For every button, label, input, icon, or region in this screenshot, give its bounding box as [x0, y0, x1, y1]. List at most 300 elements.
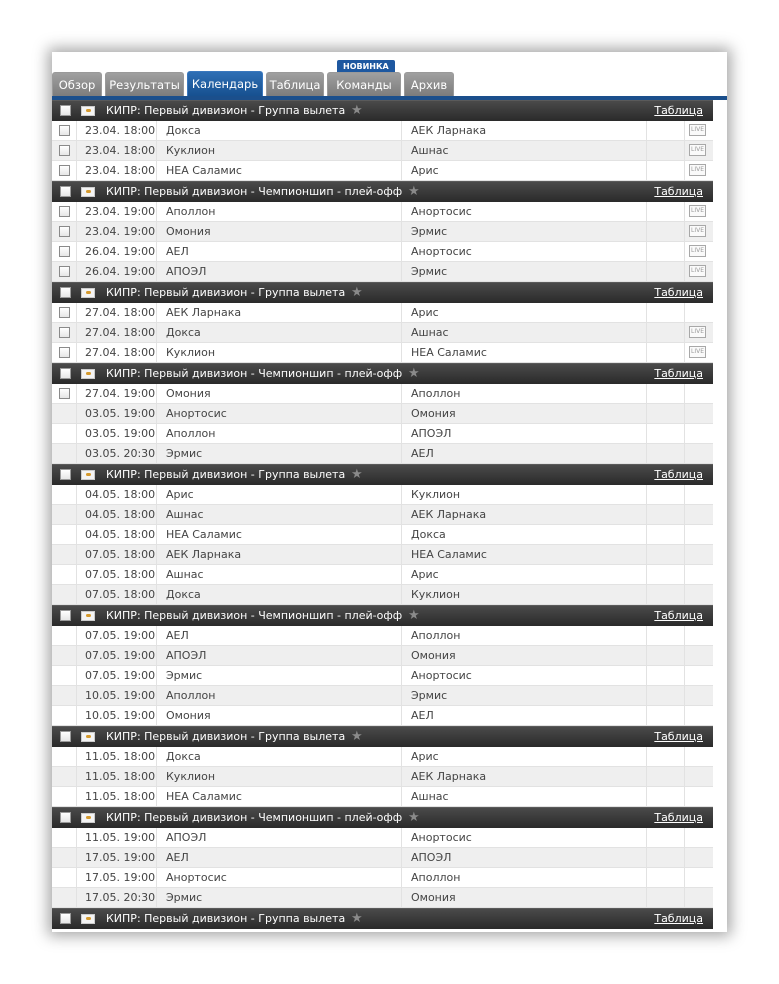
match-time: 07.05. 18:00 — [77, 585, 157, 604]
match-select-cell — [52, 505, 77, 524]
home-team[interactable]: АЕК Ларнака — [157, 303, 402, 322]
home-team[interactable]: Аполлон — [157, 202, 402, 221]
match-time: 07.05. 19:00 — [77, 646, 157, 665]
home-team[interactable]: Анортосис — [157, 868, 402, 887]
match-time: 03.05. 20:30 — [77, 444, 157, 463]
home-team[interactable]: Омония — [157, 384, 402, 403]
league-title[interactable]: КИПР: Первый дивизион - Группа вылета — [106, 730, 346, 743]
score-cell — [647, 424, 685, 443]
score-cell — [647, 868, 685, 887]
match-time: 27.04. 19:00 — [77, 384, 157, 403]
cyprus-flag-icon — [81, 611, 95, 621]
match-select-cell — [52, 888, 77, 907]
match-row[interactable] — [52, 303, 713, 323]
cyprus-flag-icon — [81, 187, 95, 197]
match-row[interactable] — [52, 404, 713, 424]
new-badge: НОВИНКА — [337, 60, 395, 73]
live-cell — [685, 767, 713, 786]
home-team[interactable]: Эрмис — [157, 444, 402, 463]
away-team[interactable]: Куклион — [402, 585, 647, 604]
home-team[interactable]: Докса — [157, 121, 402, 140]
match-time: 11.05. 18:00 — [77, 767, 157, 786]
live-cell[interactable] — [685, 141, 713, 160]
score-cell — [647, 646, 685, 665]
away-team[interactable]: АЕК Ларнака — [402, 505, 647, 524]
score-cell — [647, 242, 685, 261]
match-select-cell — [52, 666, 77, 685]
away-team[interactable]: Эрмис — [402, 262, 647, 281]
match-time: 07.05. 18:00 — [77, 545, 157, 564]
home-team[interactable]: Ашнас — [157, 565, 402, 584]
league-checkbox[interactable] — [60, 812, 71, 823]
match-time: 23.04. 18:00 — [77, 161, 157, 180]
away-team[interactable]: Ашнас — [402, 323, 647, 342]
live-cell[interactable] — [685, 121, 713, 140]
away-team[interactable]: Анортосис — [402, 242, 647, 261]
score-cell — [647, 485, 685, 504]
match-time: 23.04. 19:00 — [77, 222, 157, 241]
home-team[interactable]: Куклион — [157, 343, 402, 362]
live-cell — [685, 646, 713, 665]
match-select-cell — [52, 626, 77, 645]
star-icon[interactable]: ★ — [351, 285, 363, 300]
match-select-cell — [52, 404, 77, 423]
live-cell — [685, 303, 713, 322]
live-cell[interactable] — [685, 262, 713, 281]
live-cell — [685, 666, 713, 685]
match-row[interactable] — [52, 787, 713, 807]
match-row[interactable] — [52, 444, 713, 464]
match-row[interactable] — [52, 242, 713, 262]
match-select-cell — [52, 646, 77, 665]
live-cell — [685, 444, 713, 463]
score-cell — [647, 505, 685, 524]
match-time: 23.04. 18:00 — [77, 121, 157, 140]
league-title[interactable]: КИПР: Первый дивизион - Чемпионшип - плей-офф — [106, 811, 403, 824]
home-team[interactable]: Ашнас — [157, 505, 402, 524]
score-cell — [647, 323, 685, 342]
live-cell — [685, 384, 713, 403]
score-cell — [647, 888, 685, 907]
match-row[interactable] — [52, 424, 713, 444]
match-select-cell[interactable] — [52, 161, 77, 180]
league-title[interactable]: КИПР: Первый дивизион - Группа вылета — [106, 286, 346, 299]
score-cell — [647, 303, 685, 322]
live-cell[interactable] — [685, 242, 713, 261]
star-icon[interactable]: ★ — [408, 810, 420, 825]
match-checkbox[interactable] — [59, 388, 70, 399]
away-team[interactable]: Омония — [402, 888, 647, 907]
score-cell — [647, 767, 685, 786]
home-team[interactable]: АЕЛ — [157, 626, 402, 645]
away-team[interactable]: Аполлон — [402, 626, 647, 645]
home-team[interactable]: НЕА Саламис — [157, 161, 402, 180]
match-checkbox[interactable] — [59, 327, 70, 338]
tab-teams[interactable]: Команды — [327, 72, 401, 96]
home-team[interactable]: Омония — [157, 222, 402, 241]
match-checkbox[interactable] — [59, 165, 70, 176]
match-row[interactable] — [52, 262, 713, 282]
match-row[interactable] — [52, 868, 713, 888]
match-row[interactable] — [52, 384, 713, 404]
tab-results[interactable]: Результаты — [105, 72, 184, 96]
match-select-cell[interactable] — [52, 222, 77, 241]
live-cell — [685, 565, 713, 584]
score-cell — [647, 121, 685, 140]
live-cell — [685, 848, 713, 867]
league-header — [52, 908, 713, 929]
match-row[interactable] — [52, 565, 713, 585]
match-select-cell — [52, 767, 77, 786]
league-title[interactable]: КИПР: Первый дивизион - Группа вылета — [106, 912, 346, 925]
tab-table[interactable]: Таблица — [266, 72, 324, 96]
away-team[interactable]: НЕА Саламис — [402, 545, 647, 564]
standings-link[interactable]: Таблица — [654, 811, 703, 824]
league-checkbox[interactable] — [60, 469, 71, 480]
match-select-cell — [52, 585, 77, 604]
away-team[interactable]: Аполлон — [402, 868, 647, 887]
score-cell — [647, 848, 685, 867]
match-time: 26.04. 19:00 — [77, 242, 157, 261]
standings-link[interactable]: Таблица — [654, 912, 703, 925]
match-select-cell[interactable] — [52, 242, 77, 261]
star-icon[interactable]: ★ — [408, 608, 420, 623]
score-cell — [647, 141, 685, 160]
home-team[interactable]: АПОЭЛ — [157, 646, 402, 665]
standings-link[interactable]: Таблица — [654, 468, 703, 481]
standings-link[interactable]: Таблица — [654, 730, 703, 743]
home-team[interactable]: АЕК Ларнака — [157, 545, 402, 564]
match-row[interactable] — [52, 686, 713, 706]
league-title[interactable]: КИПР: Первый дивизион - Группа вылета — [106, 104, 346, 117]
score-cell — [647, 565, 685, 584]
standings-link[interactable]: Таблица — [654, 104, 703, 117]
star-icon[interactable]: ★ — [408, 184, 420, 199]
league-checkbox[interactable] — [60, 731, 71, 742]
live-cell — [685, 868, 713, 887]
league-checkbox[interactable] — [60, 913, 71, 924]
away-team[interactable]: Анортосис — [402, 828, 647, 847]
live-cell — [685, 585, 713, 604]
match-time: 27.04. 18:00 — [77, 303, 157, 322]
match-row[interactable] — [52, 161, 713, 181]
match-select-cell — [52, 686, 77, 705]
match-checkbox[interactable] — [59, 266, 70, 277]
match-row[interactable] — [52, 202, 713, 222]
score-cell — [647, 545, 685, 564]
match-time: 11.05. 18:00 — [77, 787, 157, 806]
score-cell — [647, 525, 685, 544]
match-select-cell — [52, 545, 77, 564]
match-checkbox[interactable] — [59, 206, 70, 217]
match-time: 10.05. 19:00 — [77, 686, 157, 705]
match-row[interactable] — [52, 585, 713, 605]
live-icon[interactable]: LIVE — [689, 225, 706, 237]
score-cell — [647, 626, 685, 645]
league-header — [52, 605, 713, 626]
home-team[interactable]: Куклион — [157, 141, 402, 160]
away-team[interactable]: Докса — [402, 525, 647, 544]
match-time: 04.05. 18:00 — [77, 505, 157, 524]
match-row[interactable] — [52, 141, 713, 161]
away-team[interactable]: Арис — [402, 747, 647, 766]
match-checkbox[interactable] — [59, 347, 70, 358]
match-time: 11.05. 19:00 — [77, 828, 157, 847]
match-select-cell[interactable] — [52, 262, 77, 281]
score-cell — [647, 666, 685, 685]
match-time: 17.05. 19:00 — [77, 868, 157, 887]
match-select-cell — [52, 485, 77, 504]
match-row[interactable] — [52, 323, 713, 343]
match-time: 23.04. 18:00 — [77, 141, 157, 160]
cyprus-flag-icon — [81, 732, 95, 742]
match-row[interactable] — [52, 121, 713, 141]
tab-calendar[interactable]: Календарь — [187, 71, 263, 97]
score-cell — [647, 686, 685, 705]
score-cell — [647, 161, 685, 180]
live-icon[interactable]: LIVE — [689, 245, 706, 257]
score-cell — [647, 706, 685, 725]
match-select-cell[interactable] — [52, 202, 77, 221]
match-row[interactable] — [52, 747, 713, 767]
live-cell[interactable] — [685, 161, 713, 180]
away-team[interactable]: Куклион — [402, 485, 647, 504]
match-time: 17.05. 19:00 — [77, 848, 157, 867]
match-checkbox[interactable] — [59, 226, 70, 237]
match-time: 03.05. 19:00 — [77, 404, 157, 423]
match-select-cell[interactable] — [52, 323, 77, 342]
match-row[interactable] — [52, 646, 713, 666]
match-row[interactable] — [52, 848, 713, 868]
away-team[interactable]: АЕЛ — [402, 444, 647, 463]
tab-overview[interactable]: Обзор — [52, 72, 102, 96]
match-select-cell — [52, 787, 77, 806]
league-header — [52, 726, 713, 747]
home-team[interactable]: Докса — [157, 323, 402, 342]
live-icon[interactable]: LIVE — [689, 265, 706, 277]
match-time: 07.05. 19:00 — [77, 666, 157, 685]
home-team[interactable]: Эрмис — [157, 666, 402, 685]
match-checkbox[interactable] — [59, 125, 70, 136]
away-team[interactable]: Омония — [402, 646, 647, 665]
league-title[interactable]: КИПР: Первый дивизион - Чемпионшип - плей-офф — [106, 185, 403, 198]
away-team[interactable]: Анортосис — [402, 202, 647, 221]
cyprus-flag-icon — [81, 470, 95, 480]
away-team[interactable]: Арис — [402, 161, 647, 180]
star-icon[interactable]: ★ — [351, 911, 363, 926]
live-cell — [685, 686, 713, 705]
standings-link[interactable]: Таблица — [654, 367, 703, 380]
home-team[interactable]: НЕА Саламис — [157, 787, 402, 806]
home-team[interactable]: АЕЛ — [157, 242, 402, 261]
league-header — [52, 282, 713, 303]
away-team[interactable]: Арис — [402, 303, 647, 322]
league-header — [52, 807, 713, 828]
live-cell — [685, 747, 713, 766]
league-header — [52, 464, 713, 485]
tab-archive[interactable]: Архив — [404, 72, 454, 96]
cyprus-flag-icon — [81, 288, 95, 298]
league-title[interactable]: КИПР: Первый дивизион - Чемпионшип - плей-офф — [106, 367, 403, 380]
league-checkbox[interactable] — [60, 610, 71, 621]
league-title[interactable]: КИПР: Первый дивизион - Группа вылета — [106, 468, 346, 481]
standings-link[interactable]: Таблица — [654, 185, 703, 198]
match-checkbox[interactable] — [59, 246, 70, 257]
match-select-cell — [52, 706, 77, 725]
away-team[interactable]: Аполлон — [402, 384, 647, 403]
match-time: 04.05. 18:00 — [77, 485, 157, 504]
live-cell — [685, 828, 713, 847]
match-row[interactable] — [52, 485, 713, 505]
match-select-cell[interactable] — [52, 343, 77, 362]
match-select-cell[interactable] — [52, 121, 77, 140]
match-row[interactable] — [52, 505, 713, 525]
away-team[interactable]: Анортосис — [402, 666, 647, 685]
match-row[interactable] — [52, 626, 713, 646]
home-team[interactable]: АПОЭЛ — [157, 262, 402, 281]
match-select-cell — [52, 424, 77, 443]
score-cell — [647, 222, 685, 241]
score-cell — [647, 585, 685, 604]
score-cell — [647, 202, 685, 221]
match-select-cell — [52, 565, 77, 584]
live-cell — [685, 545, 713, 564]
league-header — [52, 181, 713, 202]
score-cell — [647, 444, 685, 463]
home-team[interactable]: АЕЛ — [157, 848, 402, 867]
star-icon[interactable]: ★ — [351, 729, 363, 744]
league-checkbox[interactable] — [60, 287, 71, 298]
match-select-cell — [52, 848, 77, 867]
league-checkbox[interactable] — [60, 186, 71, 197]
live-cell — [685, 787, 713, 806]
live-icon[interactable]: LIVE — [689, 164, 706, 176]
away-team[interactable]: Эрмис — [402, 686, 647, 705]
match-row[interactable] — [52, 767, 713, 787]
away-team[interactable]: Ашнас — [402, 141, 647, 160]
league-header — [52, 363, 713, 384]
match-row[interactable] — [52, 706, 713, 726]
cyprus-flag-icon — [81, 106, 95, 116]
match-row[interactable] — [52, 666, 713, 686]
live-icon[interactable]: LIVE — [689, 205, 706, 217]
cyprus-flag-icon — [81, 369, 95, 379]
home-team[interactable]: Омония — [157, 706, 402, 725]
match-select-cell[interactable] — [52, 384, 77, 403]
match-time: 26.04. 19:00 — [77, 262, 157, 281]
match-checkbox[interactable] — [59, 145, 70, 156]
home-team[interactable]: Куклион — [157, 767, 402, 786]
away-team[interactable]: АЕК Ларнака — [402, 767, 647, 786]
away-team[interactable]: НЕА Саламис — [402, 343, 647, 362]
match-row[interactable] — [52, 828, 713, 848]
star-icon[interactable]: ★ — [351, 467, 363, 482]
live-icon[interactable]: LIVE — [689, 326, 706, 338]
match-select-cell — [52, 868, 77, 887]
live-cell — [685, 626, 713, 645]
tab-bar — [52, 52, 727, 98]
live-cell — [685, 485, 713, 504]
league-title[interactable]: КИПР: Первый дивизион - Чемпионшип - плей-офф — [106, 609, 403, 622]
live-cell — [685, 424, 713, 443]
away-team[interactable]: АПОЭЛ — [402, 848, 647, 867]
live-icon[interactable]: LIVE — [689, 144, 706, 156]
score-cell — [647, 787, 685, 806]
league-checkbox[interactable] — [60, 368, 71, 379]
live-cell[interactable] — [685, 323, 713, 342]
league-header — [52, 100, 713, 121]
away-team[interactable]: АЕК Ларнака — [402, 121, 647, 140]
match-select-cell — [52, 747, 77, 766]
live-cell[interactable] — [685, 343, 713, 362]
standings-link[interactable]: Таблица — [654, 286, 703, 299]
away-team[interactable]: Омония — [402, 404, 647, 423]
match-time: 10.05. 19:00 — [77, 706, 157, 725]
away-team[interactable]: АЕЛ — [402, 706, 647, 725]
home-team[interactable]: Докса — [157, 585, 402, 604]
match-row[interactable] — [52, 525, 713, 545]
match-select-cell — [52, 444, 77, 463]
live-cell — [685, 505, 713, 524]
fixtures-list — [52, 100, 713, 929]
live-cell — [685, 525, 713, 544]
score-cell — [647, 262, 685, 281]
standings-link[interactable]: Таблица — [654, 609, 703, 622]
home-team[interactable]: Докса — [157, 747, 402, 766]
match-time: 27.04. 18:00 — [77, 323, 157, 342]
match-row[interactable] — [52, 888, 713, 908]
star-icon[interactable]: ★ — [408, 366, 420, 381]
match-row[interactable] — [52, 545, 713, 565]
match-select-cell — [52, 525, 77, 544]
live-cell — [685, 888, 713, 907]
home-team[interactable]: АПОЭЛ — [157, 828, 402, 847]
match-time: 17.05. 20:30 — [77, 888, 157, 907]
match-time: 03.05. 19:00 — [77, 424, 157, 443]
match-checkbox[interactable] — [59, 307, 70, 318]
live-cell — [685, 404, 713, 423]
match-row[interactable] — [52, 343, 713, 363]
live-cell[interactable] — [685, 222, 713, 241]
away-team[interactable]: Эрмис — [402, 222, 647, 241]
match-time: 07.05. 19:00 — [77, 626, 157, 645]
live-icon[interactable]: LIVE — [689, 124, 706, 136]
home-team[interactable]: Аполлон — [157, 686, 402, 705]
away-team[interactable]: Арис — [402, 565, 647, 584]
live-icon[interactable]: LIVE — [689, 346, 706, 358]
score-cell — [647, 384, 685, 403]
match-time: 07.05. 18:00 — [77, 565, 157, 584]
away-team[interactable]: АПОЭЛ — [402, 424, 647, 443]
home-team[interactable]: Эрмис — [157, 888, 402, 907]
match-time: 11.05. 18:00 — [77, 747, 157, 766]
score-cell — [647, 747, 685, 766]
home-team[interactable]: Арис — [157, 485, 402, 504]
home-team[interactable]: НЕА Саламис — [157, 525, 402, 544]
home-team[interactable]: Аполлон — [157, 424, 402, 443]
star-icon[interactable]: ★ — [351, 103, 363, 118]
league-checkbox[interactable] — [60, 105, 71, 116]
match-time: 27.04. 18:00 — [77, 343, 157, 362]
live-cell[interactable] — [685, 202, 713, 221]
score-cell — [647, 343, 685, 362]
match-row[interactable] — [52, 222, 713, 242]
away-team[interactable]: Ашнас — [402, 787, 647, 806]
match-select-cell[interactable] — [52, 141, 77, 160]
match-select-cell[interactable] — [52, 303, 77, 322]
calendar-panel — [52, 52, 727, 932]
home-team[interactable]: Анортосис — [157, 404, 402, 423]
